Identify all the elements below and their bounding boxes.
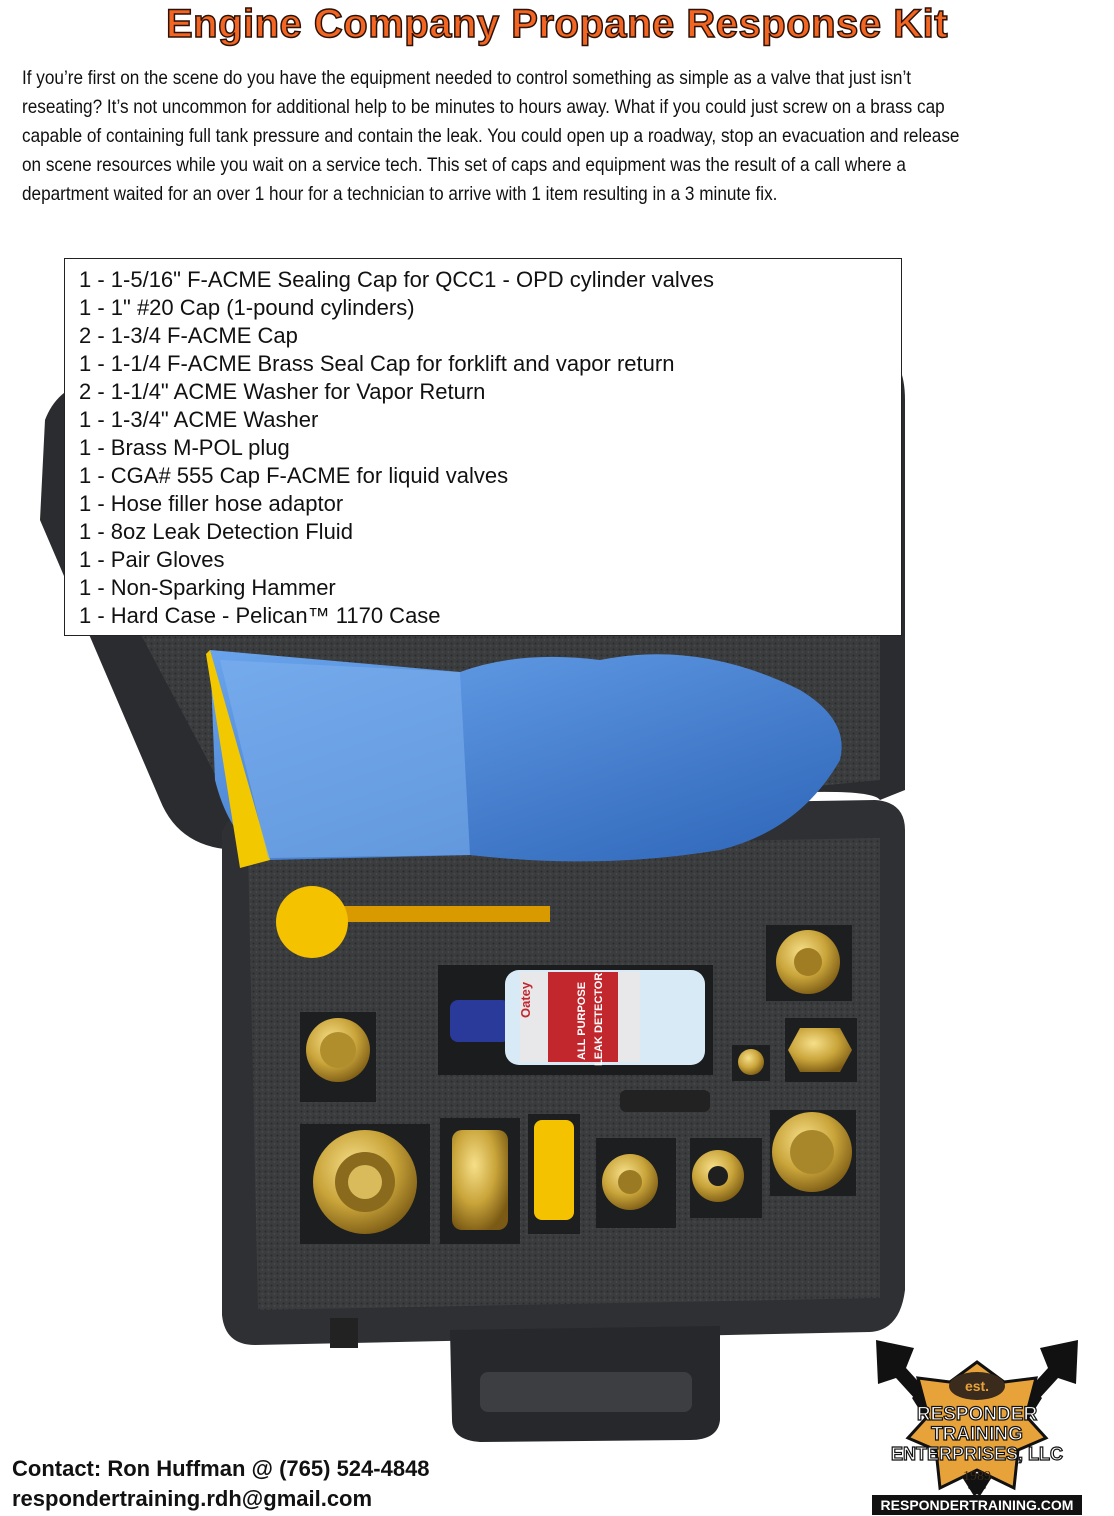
logo-year: 1989 <box>963 1469 991 1484</box>
bottle-label-line2: LEAK DETECTOR <box>593 972 605 1066</box>
list-item: 1 - 1-1/4 F-ACME Brass Seal Cap for forklift and vapor return <box>79 351 675 376</box>
list-item: 1 - 1-5/16" F-ACME Sealing Cap for QCC1 - OPD cylinder valves <box>79 267 715 292</box>
bottle-label-line1: ALL PURPOSE <box>576 981 588 1060</box>
list-item: 1 - 1" #20 Cap (1-pound cylinders) <box>79 295 415 320</box>
list-item: 1 - Brass M-POL plug <box>79 435 290 460</box>
glove <box>206 650 842 868</box>
leak-detector-bottle <box>438 965 713 1075</box>
page-title: Engine Company Propane Response Kit <box>165 2 949 46</box>
list-item: 1 - Hose filler hose adaptor <box>79 491 344 516</box>
logo-name-line1: RESPONDER <box>916 1404 1038 1425</box>
kit-contents-list <box>79 266 887 630</box>
list-item: 2 - 1-3/4 F-ACME Cap <box>79 323 298 348</box>
contact-email[interactable]: respondertraining.rdh@gmail.com <box>12 1486 373 1511</box>
logo-name-line2: TRAINING <box>931 1424 1023 1445</box>
list-item: 1 - CGA# 555 Cap F-ACME for liquid valves <box>79 463 509 488</box>
contact-phone: Contact: Ron Huffman @ (765) 524-4848 <box>12 1456 430 1481</box>
intro-paragraph: If you’re first on the scene do you have the equipment needed to control something as simple as a valve that just isn’t reseating? It’s not uncommon for additional help to be minutes to hours away. What if you could just screw on a brass cap capable of containing full tank pressure and contain the leak. You could open up a roadway, stop an evacuation and release on scene resources while you wait on a service tech. This set of caps and equipment was the result of a call where a department waited for an over 1 hour for a technician to arrive with 1 item resulting in a 3 minute fix. <box>22 67 960 205</box>
bottle-brand-text: Oatey <box>518 981 533 1018</box>
logo-url: RESPONDERTRAINING.COM <box>880 1497 1074 1513</box>
list-item: 1 - Pair Gloves <box>79 547 225 572</box>
logo-name-line3: ENTERPRISES, LLC <box>890 1444 1064 1464</box>
list-item: 1 - 1-3/4" ACME Washer <box>79 407 319 432</box>
responder-training-logo <box>866 1338 1088 1516</box>
kit-contents-box <box>64 258 902 636</box>
contact-block <box>12 1454 430 1514</box>
list-item: 1 - Hard Case - Pelican™ 1170 Case <box>79 603 441 628</box>
list-item: 1 - Non-Sparking Hammer <box>79 575 336 600</box>
list-item: 2 - 1-1/4" ACME Washer for Vapor Return <box>79 379 486 404</box>
list-item: 1 - 8oz Leak Detection Fluid <box>79 519 353 544</box>
logo-est: est. <box>964 1378 990 1394</box>
